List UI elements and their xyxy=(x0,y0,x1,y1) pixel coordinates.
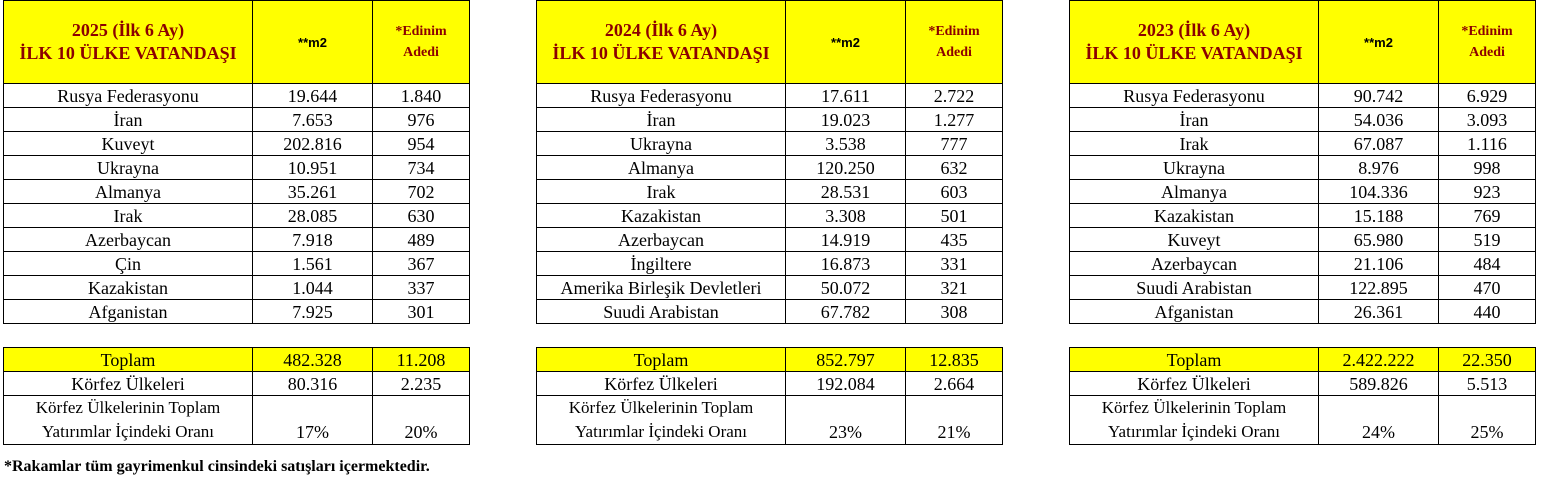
table-row xyxy=(4,228,470,252)
gulf-m2: 80.316 xyxy=(253,372,373,396)
table-row xyxy=(537,228,1003,252)
m2-cell: 16.873 xyxy=(786,252,906,276)
edinim-header-line1: *Edinim xyxy=(1461,24,1513,39)
table-row xyxy=(537,180,1003,204)
m2-cell: 120.250 xyxy=(786,156,906,180)
m2-cell: 28.531 xyxy=(786,180,906,204)
country-cell: Rusya Federasyonu xyxy=(1070,84,1319,108)
table-title xyxy=(4,1,253,84)
country-cell: Kazakistan xyxy=(4,276,253,300)
count-cell: 603 xyxy=(906,180,1003,204)
total-m2: 482.328 xyxy=(253,348,373,372)
ratio-count: 21% xyxy=(906,396,1003,445)
table-row xyxy=(4,108,470,132)
count-cell: 777 xyxy=(906,132,1003,156)
count-cell: 2.722 xyxy=(906,84,1003,108)
gulf-label: Körfez Ülkeleri xyxy=(537,372,786,396)
country-cell: Azerbaycan xyxy=(537,228,786,252)
country-cell: Kuveyt xyxy=(4,132,253,156)
table-row xyxy=(4,132,470,156)
table-title xyxy=(537,1,786,84)
total-label: Toplam xyxy=(1070,348,1319,372)
ratio-m2: 23% xyxy=(786,396,906,445)
edinim-column-header xyxy=(1439,1,1536,84)
m2-cell: 122.895 xyxy=(1319,276,1439,300)
table-row xyxy=(1070,228,1536,252)
table-row xyxy=(537,108,1003,132)
table-row xyxy=(1070,84,1536,108)
country-cell: Almanya xyxy=(1070,180,1319,204)
edinim-column-header xyxy=(373,1,470,84)
country-cell: Rusya Federasyonu xyxy=(537,84,786,108)
m2-cell: 7.918 xyxy=(253,228,373,252)
total-count: 11.208 xyxy=(373,348,470,372)
ratio-label xyxy=(1070,396,1319,445)
count-cell: 337 xyxy=(373,276,470,300)
table-row xyxy=(537,300,1003,324)
ratio-count: 25% xyxy=(1439,396,1536,445)
country-cell: Rusya Federasyonu xyxy=(4,84,253,108)
title-line2: İLK 10 ÜLKE VATANDAŞI xyxy=(552,43,770,63)
count-cell: 632 xyxy=(906,156,1003,180)
ratio-label xyxy=(537,396,786,445)
m2-cell: 3.538 xyxy=(786,132,906,156)
m2-cell: 10.951 xyxy=(253,156,373,180)
country-cell: Almanya xyxy=(4,180,253,204)
m2-cell: 1.561 xyxy=(253,252,373,276)
gulf-row xyxy=(1070,372,1536,396)
summary-table xyxy=(1069,347,1536,445)
country-cell: Ukrayna xyxy=(1070,156,1319,180)
m2-cell: 19.644 xyxy=(253,84,373,108)
table-row xyxy=(4,180,470,204)
gulf-row xyxy=(537,372,1003,396)
country-cell: Ukrayna xyxy=(537,132,786,156)
total-count: 12.835 xyxy=(906,348,1003,372)
count-cell: 435 xyxy=(906,228,1003,252)
count-cell: 301 xyxy=(373,300,470,324)
total-label: Toplam xyxy=(537,348,786,372)
count-cell: 769 xyxy=(1439,204,1536,228)
count-cell: 1.277 xyxy=(906,108,1003,132)
title-line1: 2023 (İlk 6 Ay) xyxy=(1137,20,1251,40)
m2-cell: 8.976 xyxy=(1319,156,1439,180)
title-line1: 2024 (İlk 6 Ay) xyxy=(604,20,718,40)
table-row xyxy=(1070,204,1536,228)
year-panel xyxy=(3,0,469,445)
table-row xyxy=(1070,180,1536,204)
country-cell: Almanya xyxy=(537,156,786,180)
total-m2: 852.797 xyxy=(786,348,906,372)
country-cell: Azerbaycan xyxy=(4,228,253,252)
gulf-label: Körfez Ülkeleri xyxy=(1070,372,1319,396)
table-row xyxy=(1070,252,1536,276)
top-countries-table xyxy=(536,0,1003,324)
ratio-label-line1: Körfez Ülkelerinin Toplam xyxy=(568,398,754,417)
ratio-row xyxy=(537,396,1003,445)
m2-cell: 50.072 xyxy=(786,276,906,300)
count-cell: 702 xyxy=(373,180,470,204)
table-row xyxy=(4,252,470,276)
count-cell: 489 xyxy=(373,228,470,252)
top-countries-table xyxy=(1069,0,1536,324)
count-cell: 484 xyxy=(1439,252,1536,276)
table-row xyxy=(4,156,470,180)
country-cell: Afganistan xyxy=(4,300,253,324)
edinim-header-line2: Adedi xyxy=(403,45,439,60)
count-cell: 519 xyxy=(1439,228,1536,252)
m2-cell: 90.742 xyxy=(1319,84,1439,108)
table-row xyxy=(4,276,470,300)
country-cell: Azerbaycan xyxy=(1070,252,1319,276)
summary-table xyxy=(3,347,470,445)
count-cell: 734 xyxy=(373,156,470,180)
country-cell: Ukrayna xyxy=(4,156,253,180)
m2-cell: 202.816 xyxy=(253,132,373,156)
count-cell: 998 xyxy=(1439,156,1536,180)
m2-cell: 15.188 xyxy=(1319,204,1439,228)
m2-cell: 28.085 xyxy=(253,204,373,228)
total-row xyxy=(4,348,470,372)
table-row xyxy=(1070,276,1536,300)
country-cell: Irak xyxy=(1070,132,1319,156)
top-countries-table xyxy=(3,0,470,324)
total-label: Toplam xyxy=(4,348,253,372)
m2-cell: 3.308 xyxy=(786,204,906,228)
ratio-m2: 17% xyxy=(253,396,373,445)
country-cell: Kazakistan xyxy=(537,204,786,228)
country-cell: Suudi Arabistan xyxy=(537,300,786,324)
table-row xyxy=(537,132,1003,156)
m2-cell: 7.653 xyxy=(253,108,373,132)
count-cell: 308 xyxy=(906,300,1003,324)
edinim-header-line2: Adedi xyxy=(936,45,972,60)
total-count: 22.350 xyxy=(1439,348,1536,372)
count-cell: 3.093 xyxy=(1439,108,1536,132)
m2-cell: 1.044 xyxy=(253,276,373,300)
ratio-label xyxy=(4,396,253,445)
count-cell: 501 xyxy=(906,204,1003,228)
m2-cell: 104.336 xyxy=(1319,180,1439,204)
ratio-m2: 24% xyxy=(1319,396,1439,445)
count-cell: 321 xyxy=(906,276,1003,300)
m2-cell: 65.980 xyxy=(1319,228,1439,252)
table-row xyxy=(1070,132,1536,156)
table-row xyxy=(1070,156,1536,180)
ratio-row xyxy=(4,396,470,445)
count-cell: 1.116 xyxy=(1439,132,1536,156)
country-cell: İran xyxy=(1070,108,1319,132)
country-cell: Kazakistan xyxy=(1070,204,1319,228)
total-row xyxy=(537,348,1003,372)
m2-cell: 54.036 xyxy=(1319,108,1439,132)
m2-cell: 17.611 xyxy=(786,84,906,108)
count-cell: 367 xyxy=(373,252,470,276)
m2-cell: 19.023 xyxy=(786,108,906,132)
table-row xyxy=(4,84,470,108)
summary-table xyxy=(536,347,1003,445)
edinim-header-line2: Adedi xyxy=(1469,45,1505,60)
count-cell: 331 xyxy=(906,252,1003,276)
table-row xyxy=(537,204,1003,228)
count-cell: 440 xyxy=(1439,300,1536,324)
gulf-row xyxy=(4,372,470,396)
gulf-count: 2.664 xyxy=(906,372,1003,396)
count-cell: 1.840 xyxy=(373,84,470,108)
country-cell: Irak xyxy=(4,204,253,228)
count-cell: 6.929 xyxy=(1439,84,1536,108)
m2-cell: 67.782 xyxy=(786,300,906,324)
m2-column-header: **m2 xyxy=(1319,1,1439,84)
table-row xyxy=(1070,108,1536,132)
total-row xyxy=(1070,348,1536,372)
table-row xyxy=(4,204,470,228)
country-cell: Irak xyxy=(537,180,786,204)
count-cell: 630 xyxy=(373,204,470,228)
title-line1: 2025 (İlk 6 Ay) xyxy=(71,20,185,40)
country-cell: İngiltere xyxy=(537,252,786,276)
edinim-header-line1: *Edinim xyxy=(395,24,447,39)
m2-column-header: **m2 xyxy=(786,1,906,84)
header-row xyxy=(1070,1,1536,84)
ratio-label-line2: Yatırımlar İçindeki Oranı xyxy=(41,422,214,441)
country-cell: İran xyxy=(4,108,253,132)
total-m2: 2.422.222 xyxy=(1319,348,1439,372)
m2-cell: 67.087 xyxy=(1319,132,1439,156)
table-row xyxy=(1070,300,1536,324)
table-title xyxy=(1070,1,1319,84)
table-row xyxy=(537,84,1003,108)
country-cell: Amerika Birleşik Devletleri xyxy=(537,276,786,300)
title-line2: İLK 10 ÜLKE VATANDAŞI xyxy=(19,43,237,63)
gulf-label: Körfez Ülkeleri xyxy=(4,372,253,396)
table-row xyxy=(537,276,1003,300)
year-panel xyxy=(1069,0,1535,445)
count-cell: 470 xyxy=(1439,276,1536,300)
m2-cell: 26.361 xyxy=(1319,300,1439,324)
ratio-count: 20% xyxy=(373,396,470,445)
m2-column-header: **m2 xyxy=(253,1,373,84)
m2-cell: 35.261 xyxy=(253,180,373,204)
year-panel xyxy=(536,0,1002,445)
table-row xyxy=(537,156,1003,180)
ratio-label-line1: Körfez Ülkelerinin Toplam xyxy=(1101,398,1287,417)
count-cell: 954 xyxy=(373,132,470,156)
ratio-label-line2: Yatırımlar İçindeki Oranı xyxy=(1107,422,1280,441)
gulf-m2: 589.826 xyxy=(1319,372,1439,396)
title-line2: İLK 10 ÜLKE VATANDAŞI xyxy=(1085,43,1303,63)
count-cell: 923 xyxy=(1439,180,1536,204)
country-cell: İran xyxy=(537,108,786,132)
country-cell: Çin xyxy=(4,252,253,276)
country-cell: Kuveyt xyxy=(1070,228,1319,252)
ratio-label-line1: Körfez Ülkelerinin Toplam xyxy=(35,398,221,417)
country-cell: Suudi Arabistan xyxy=(1070,276,1319,300)
gulf-count: 2.235 xyxy=(373,372,470,396)
country-cell: Afganistan xyxy=(1070,300,1319,324)
header-row xyxy=(537,1,1003,84)
ratio-row xyxy=(1070,396,1536,445)
edinim-column-header xyxy=(906,1,1003,84)
footnote: *Rakamlar tüm gayrimenkul cinsindeki satışları içermektedir. xyxy=(4,458,430,475)
header-row xyxy=(4,1,470,84)
edinim-header-line1: *Edinim xyxy=(928,24,980,39)
gulf-m2: 192.084 xyxy=(786,372,906,396)
count-cell: 976 xyxy=(373,108,470,132)
ratio-label-line2: Yatırımlar İçindeki Oranı xyxy=(574,422,747,441)
gulf-count: 5.513 xyxy=(1439,372,1536,396)
m2-cell: 14.919 xyxy=(786,228,906,252)
m2-cell: 21.106 xyxy=(1319,252,1439,276)
table-row xyxy=(4,300,470,324)
table-row xyxy=(537,252,1003,276)
m2-cell: 7.925 xyxy=(253,300,373,324)
